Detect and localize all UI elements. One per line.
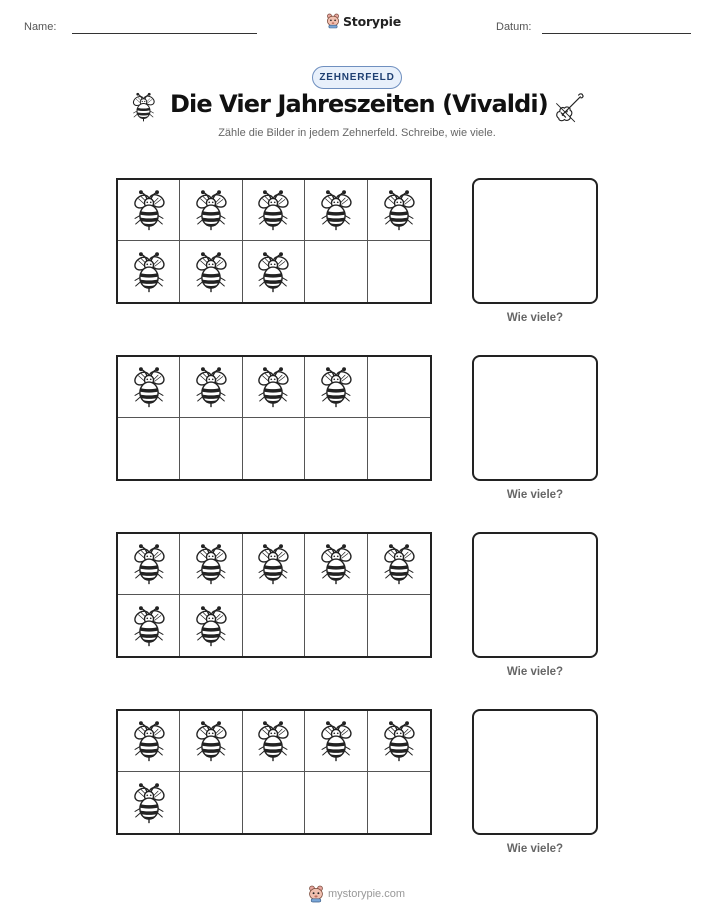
ten-frame-cell — [368, 772, 430, 833]
ten-frame-cell — [118, 357, 180, 418]
ten-frame-cell — [368, 534, 430, 595]
ten-frame-cell — [368, 241, 430, 302]
ten-frame-cell — [180, 241, 242, 302]
bee-icon — [128, 251, 170, 293]
bee-icon — [128, 605, 170, 647]
ten-frame-cell — [368, 418, 430, 479]
ten-frame-cell — [180, 180, 242, 241]
ten-frame-cell — [305, 357, 367, 418]
ten-frame-cell — [243, 180, 305, 241]
brand-name: Storypie — [343, 13, 401, 29]
ten-frame-cell — [180, 711, 242, 772]
bee-icon — [128, 782, 170, 824]
bee-icon — [252, 720, 294, 762]
bee-icon — [252, 251, 294, 293]
ten-frame-2 — [116, 355, 432, 481]
bee-icon — [378, 543, 420, 585]
ten-frame-cell — [118, 534, 180, 595]
bee-icon — [190, 251, 232, 293]
ten-frame-cell — [243, 357, 305, 418]
date-label: Datum: — [496, 21, 532, 33]
name-field[interactable] — [72, 33, 257, 34]
bee-icon — [190, 605, 232, 647]
bee-icon — [190, 720, 232, 762]
bee-icon — [252, 189, 294, 231]
ten-frame-cell — [180, 595, 242, 656]
ten-frame-cell — [118, 711, 180, 772]
ten-frame-cell — [180, 418, 242, 479]
answer-box-3[interactable] — [472, 532, 598, 658]
ten-frame-1 — [116, 178, 432, 304]
bee-icon — [190, 366, 232, 408]
bee-icon — [378, 720, 420, 762]
bee-icon — [128, 189, 170, 231]
ten-frame-cell — [305, 534, 367, 595]
ten-frame-cell — [368, 180, 430, 241]
violin-icon — [552, 90, 586, 124]
worksheet-type-badge: ZEHNERFELD — [312, 66, 402, 89]
storypie-logo-icon — [308, 885, 324, 903]
ten-frame-cell — [305, 180, 367, 241]
ten-frame-cell — [243, 534, 305, 595]
ten-frame-cell — [243, 595, 305, 656]
ten-frame-cell — [118, 595, 180, 656]
ten-frame-cell — [243, 241, 305, 302]
footer-url: mystorypie.com — [328, 888, 406, 900]
ten-frame-3 — [116, 532, 432, 658]
bee-icon — [315, 366, 357, 408]
instructions: Zähle die Bilder in jedem Zehnerfeld. Schreibe, wie viele. — [218, 127, 496, 139]
bee-icon — [252, 366, 294, 408]
ten-frame-cell — [368, 357, 430, 418]
ten-frame-cell — [305, 711, 367, 772]
bee-icon — [190, 543, 232, 585]
date-field[interactable] — [542, 33, 691, 34]
answer-box-1[interactable] — [472, 178, 598, 304]
bee-icon — [378, 189, 420, 231]
bee-icon — [315, 189, 357, 231]
bee-icon — [315, 720, 357, 762]
answer-label-3: Wie viele? — [506, 666, 564, 678]
answer-box-4[interactable] — [472, 709, 598, 835]
answer-label-1: Wie viele? — [506, 312, 564, 324]
bee-icon — [190, 189, 232, 231]
bee-icon — [128, 92, 159, 122]
ten-frame-cell — [368, 711, 430, 772]
answer-label-2: Wie viele? — [506, 489, 564, 501]
ten-frame-cell — [118, 180, 180, 241]
answer-label-4: Wie viele? — [506, 843, 564, 855]
ten-frame-cell — [243, 711, 305, 772]
page-title: Die Vier Jahreszeiten (Vivaldi) — [170, 90, 548, 118]
ten-frame-cell — [118, 241, 180, 302]
storypie-logo-icon — [326, 13, 340, 29]
bee-icon — [128, 720, 170, 762]
bee-icon — [315, 543, 357, 585]
ten-frame-cell — [243, 772, 305, 833]
ten-frame-cell — [305, 595, 367, 656]
bee-icon — [128, 543, 170, 585]
brand — [326, 13, 401, 29]
bee-icon — [128, 366, 170, 408]
footer — [308, 885, 405, 903]
name-label: Name: — [24, 21, 57, 33]
ten-frame-cell — [243, 418, 305, 479]
ten-frame-cell — [368, 595, 430, 656]
ten-frame-cell — [118, 418, 180, 479]
ten-frame-cell — [180, 357, 242, 418]
ten-frame-cell — [305, 418, 367, 479]
answer-box-2[interactable] — [472, 355, 598, 481]
ten-frame-cell — [118, 772, 180, 833]
ten-frame-cell — [180, 772, 242, 833]
ten-frame-cell — [180, 534, 242, 595]
ten-frame-cell — [305, 772, 367, 833]
ten-frame-cell — [305, 241, 367, 302]
bee-icon — [252, 543, 294, 585]
ten-frame-4 — [116, 709, 432, 835]
